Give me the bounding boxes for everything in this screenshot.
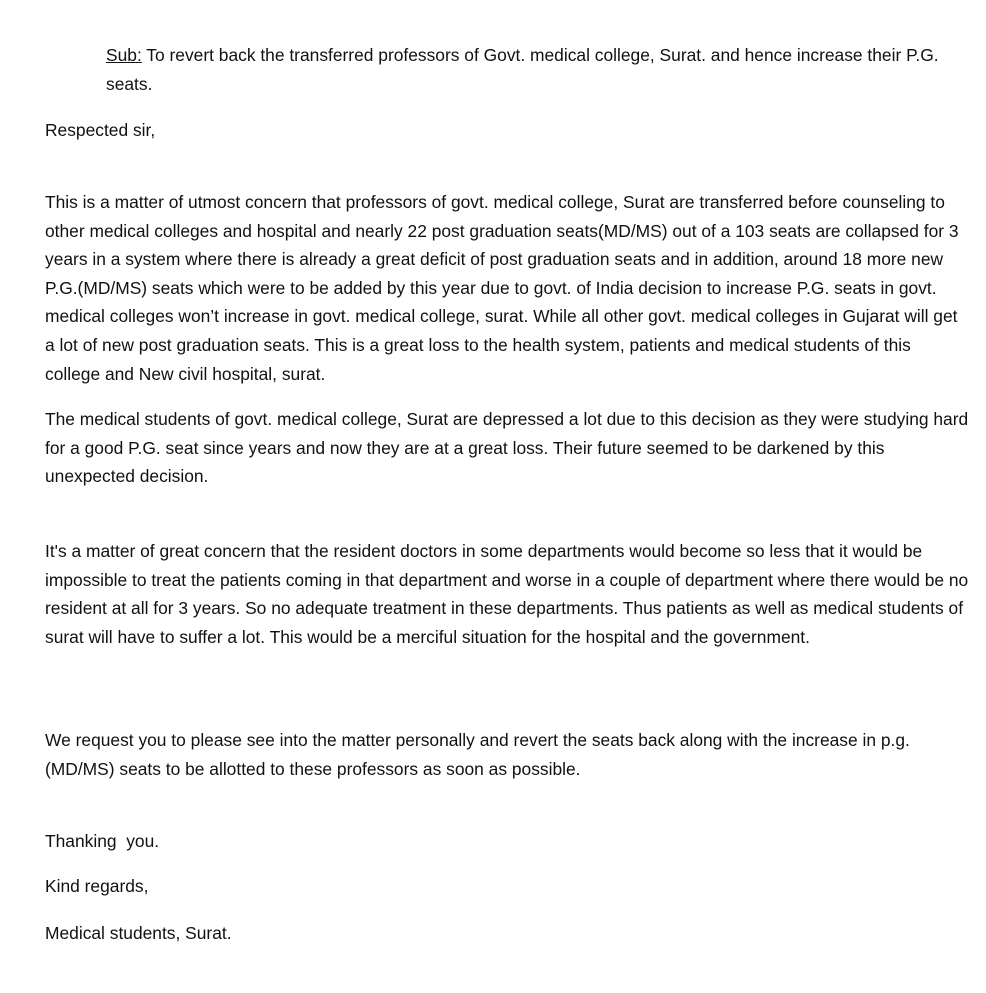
- paragraph-concern: This is a matter of utmost concern that professors of govt. medical college, Surat are transferred before counseling to other medical colleges and hospital and nearly 22 post graduation seats(MD/MS) out of a 103 seats are collapsed for 3 years in a system where there is already a great deficit of post graduation seats and in addition, around 18 more new P.G.(MD/MS) seats which were to be added by this year due to govt. of India decision to increase P.G. seats in govt. medical colleges won’t increase in govt. medical college, surat. While all other govt. medical colleges in Gujarat will get a lot of new post graduation seats. This is a great loss to the health system, patients and medical students of this college and New civil hospital, surat.: [45, 192, 959, 384]
- signature: Medical students, Surat.: [45, 923, 232, 943]
- paragraph-students: The medical students of govt. medical college, Surat are depressed a lot due to this decision as they were studying hard for a good P.G. seat since years and now they are at a great loss. Their future seemed to be darkened by this unexpected decision.: [45, 409, 969, 487]
- closing-thanks: Thanking you.: [45, 831, 160, 851]
- subject-label: Sub:: [106, 45, 142, 65]
- paragraph-request: We request you to please see into the matter personally and revert the seats back along with the increase in p.g.(MD/MS) seats to be allotted to these professors as soon as possible.: [45, 730, 910, 779]
- salutation: Respected sir,: [45, 120, 156, 140]
- subject-text: To revert back the transferred professors of Govt. medical college, Surat. and hence increase their P.G. seats.: [106, 45, 939, 94]
- paragraph-residents: It's a matter of great concern that the resident doctors in some departments would become so less that it would be impossible to treat the patients coming in that department and worse in a couple of department where there would be no resident at all for 3 years. So no adequate treatment in these departments. Thus patients as well as medical students of surat will have to suffer a lot. This would be a merciful situation for the hospital and the government.: [45, 541, 969, 647]
- closing-regards: Kind regards,: [45, 876, 149, 896]
- subject-line: [106, 41, 976, 98]
